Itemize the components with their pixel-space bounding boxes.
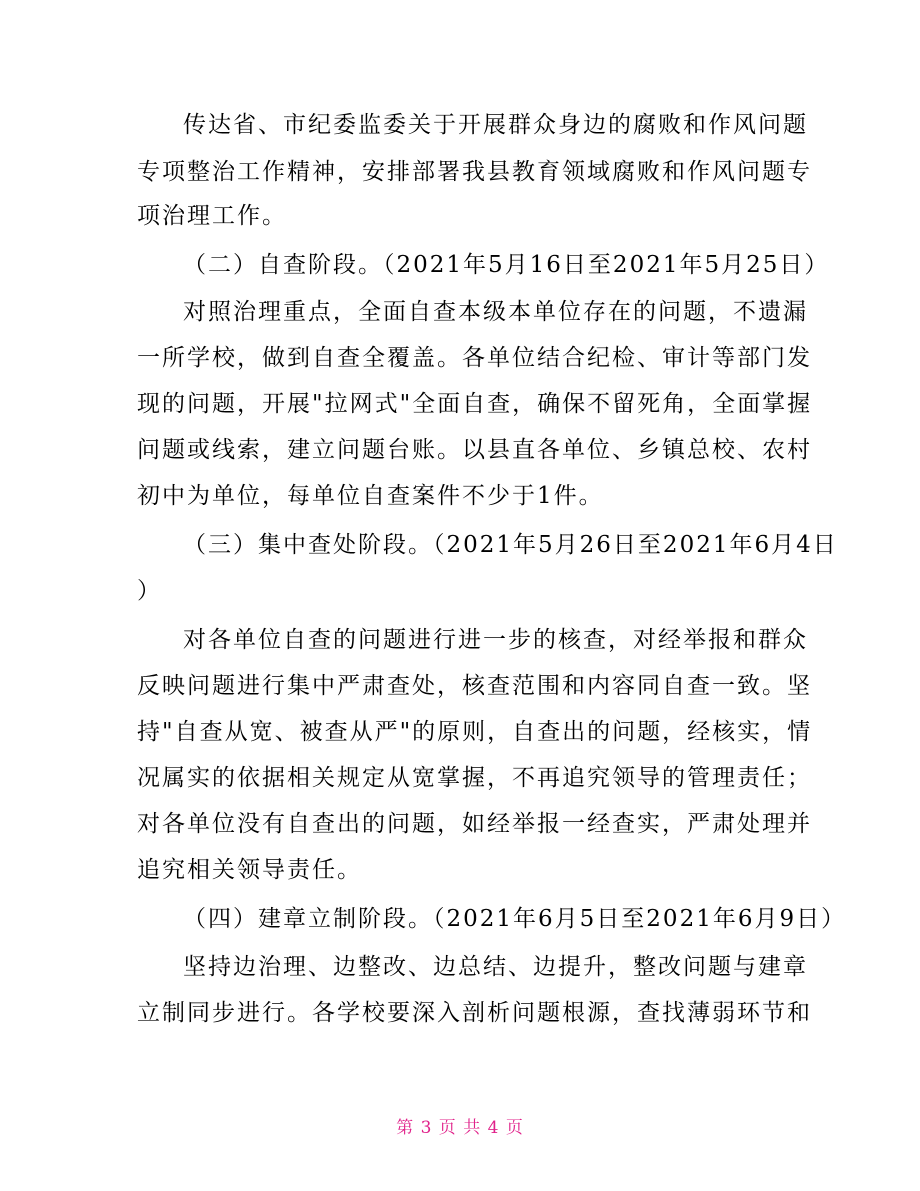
text-line-15: 况属实的依据相关规定从宽掌握，不再追究领导的管理责任；	[137, 765, 812, 791]
text-line-20: 立制同步进行。各学校要深入剖析问题根源，查找薄弱环节和	[137, 1000, 812, 1026]
text-line-5: 对照治理重点，全面自查本级本单位存在的问题，不遗漏	[183, 299, 808, 325]
text-line-16: 对各单位没有自查出的问题，如经举报一经查实，严肃处理并	[137, 811, 812, 837]
text-line-8: 问题或线索，建立问题台账。以县直各单位、乡镇总校、农村	[137, 437, 812, 463]
text-line-19: 坚持边治理、边整改、边总结、边提升，整改问题与建章	[183, 954, 808, 980]
text-line-14: 持"自查从宽、被查从严"的原则，自查出的问题，经核实，情	[137, 719, 813, 745]
text-line-2: 专项整治工作精神，安排部署我县教育领域腐败和作风问题专	[137, 159, 812, 185]
text-line-17: 追究相关领导责任。	[137, 857, 362, 883]
page-footer: 第 3 页 共 4 页	[396, 1118, 524, 1138]
text-line-3: 项治理工作。	[137, 203, 287, 229]
text-line-12: 对各单位自查的问题进行进一步的核查，对经举报和群众	[183, 627, 808, 653]
section-heading-4: （四）建章立制阶段。（2021年6月5日至2021年6月9日）	[183, 906, 847, 932]
text-line-9: 初中为单位，每单位自查案件不少于1件。	[137, 483, 604, 509]
section-heading-3: （三）集中查处阶段。（2021年5月26日至2021年6月4日	[183, 532, 838, 558]
section-heading-2: （二）自查阶段。（2021年5月16日至2021年5月25日）	[183, 252, 830, 278]
text-line-1: 传达省、市纪委监委关于开展群众身边的腐败和作风问题	[183, 112, 808, 138]
text-line-6: 一所学校，做到自查全覆盖。各单位结合纪检、审计等部门发	[137, 345, 812, 371]
text-line-13: 反映问题进行集中严肃查处，核查范围和内容同自查一致。坚	[137, 673, 812, 699]
text-line-7: 现的问题，开展"拉网式"全面自查，确保不留死角，全面掌握	[137, 391, 813, 417]
section-heading-3-cont: ）	[137, 578, 162, 604]
